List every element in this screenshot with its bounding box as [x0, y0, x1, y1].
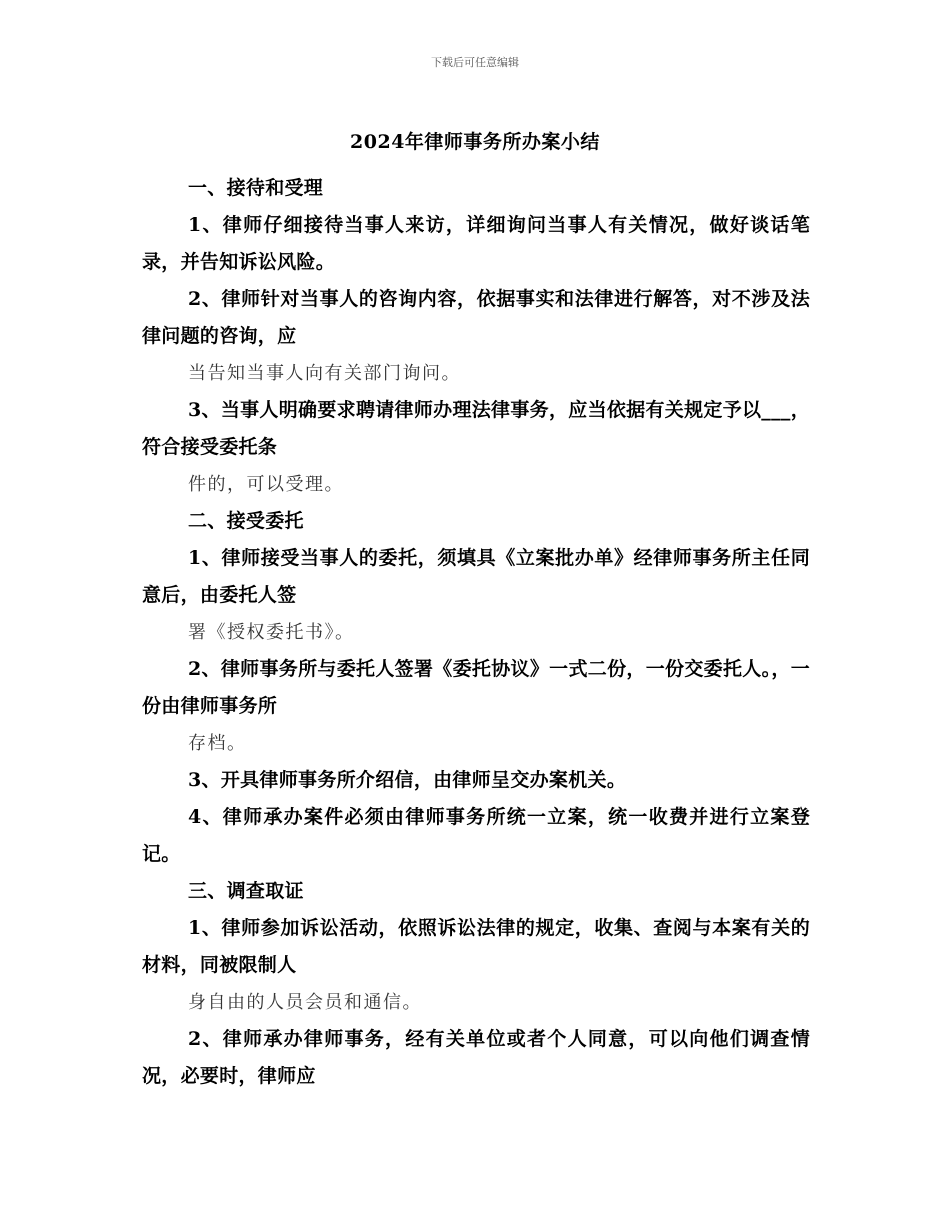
document-body: [142, 170, 810, 1095]
section-heading-reception: 一、接待和受理: [188, 177, 324, 199]
paragraph-2-2-continuation: 存档。: [188, 733, 247, 754]
paragraph-1-2: 2、律师针对当事人的咨询内容，依据事实和法律进行解答，对不涉及法律问题的咨询，应: [142, 288, 810, 347]
section-heading-entrustment: 二、接受委托: [188, 510, 304, 532]
paragraph-3-1: 1、律师参加诉讼活动，依照诉讼法律的规定，收集、查阅与本案有关的材料，同被限制人: [142, 917, 810, 976]
paragraph-2-1: 1、律师接受当事人的委托，须填具《立案批办单》经律师事务所主任同意后，由委托人签: [142, 547, 810, 606]
paragraph-1-2-continuation: 当告知当事人向有关部门询问。: [188, 363, 461, 384]
document-title: 2024年律师事务所办案小结: [350, 131, 600, 153]
paragraph-2-2: 2、律师事务所与委托人签署《委托协议》一式二份，一份交委托人。，一份由律师事务所: [142, 658, 810, 717]
paragraph-2-4: 4、律师承办案件必须由律师事务所统一立案，统一收费并进行立案登记。: [142, 806, 810, 865]
paragraph-1-3-continuation: 件的，可以受理。: [188, 474, 344, 495]
paragraph-3-1-continuation: 身自由的人员会员和通信。: [188, 992, 422, 1013]
section-heading-investigation: 三、调查取证: [188, 880, 304, 902]
paragraph-2-3: 3、开具律师事务所介绍信，由律师呈交办案机关。: [188, 769, 627, 791]
paragraph-3-2: 2、律师承办律师事务，经有关单位或者个人同意，可以向他们调查情况，必要时，律师应: [142, 1028, 810, 1087]
paragraph-2-1-continuation: 署《授权委托书》。: [188, 622, 355, 643]
paragraph-1-3: 3、当事人明确要求聘请律师办理法律事务，应当依据有关规定予以___，符合接受委托条: [142, 399, 810, 458]
page-header-note: 下载后可任意编辑: [431, 56, 519, 69]
paragraph-1-1: 1、律师仔细接待当事人来访，详细询问当事人有关情况，做好谈话笔录，并告知诉讼风险。: [142, 214, 810, 273]
